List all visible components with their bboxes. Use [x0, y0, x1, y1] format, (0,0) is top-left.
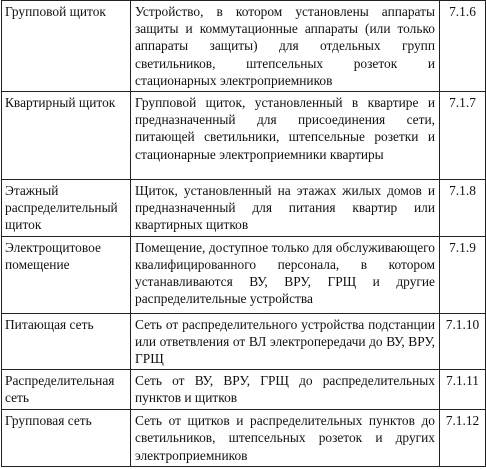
- table-row: [2, 370, 486, 410]
- definition-cell: [131, 180, 440, 237]
- definition-text: Групповой щиток, установленный в квартире и предназначенный для присоединения сети, питающей светильники, штепсельные розетки и стационарные электроприемники квартиры: [135, 95, 435, 162]
- definition-text: Сеть от щитков и распределительных пунктов до светильников, штепсельных розеток и других электроприемников: [135, 413, 435, 463]
- table-row: [2, 410, 486, 467]
- clause-number: 7.1.8: [440, 180, 486, 237]
- term-cell: Этажный распределительный щиток: [2, 180, 131, 237]
- definition-text: Помещение, доступное только для обслуживающего квалифицированного персонала, в котором устанавливаются ВУ, ВРУ, ГРЩ и другие распределительные устройства: [135, 239, 435, 307]
- table-row: [2, 92, 486, 180]
- definition-cell: [131, 410, 440, 467]
- clause-number: 7.1.12: [440, 410, 486, 467]
- term-cell: Квартирный щиток: [2, 92, 131, 180]
- definition-cell: [131, 1, 440, 92]
- clause-number: 7.1.7: [440, 92, 486, 180]
- table-row: [2, 313, 486, 370]
- table-row: [2, 1, 486, 92]
- term-cell: Групповая сеть: [2, 410, 131, 467]
- table-row: [2, 236, 486, 313]
- clause-number: 7.1.10: [440, 313, 486, 370]
- clause-number: 7.1.6: [440, 1, 486, 92]
- term-cell: Питающая сеть: [2, 313, 131, 370]
- term-cell: Групповой щиток: [2, 1, 131, 92]
- definition-text: Устройство, в котором установлены аппараты защиты и коммутационные аппараты (или только аппараты защиты) для отдельных групп светильников, штепсельных розеток и стационарных электроприемников: [135, 4, 435, 88]
- definition-cell: [131, 313, 440, 370]
- definitions-table: [1, 0, 486, 467]
- definition-text: Сеть от распределительного устройства подстанции или ответвления от ВЛ электропередачи до ВУ, ВРУ, ГРЩ: [135, 316, 435, 367]
- term-cell: Электрощитовое помещение: [2, 236, 131, 313]
- definition-cell: [131, 92, 440, 180]
- clause-number: 7.1.9: [440, 236, 486, 313]
- definition-text: Щиток, установленный на этажах жилых домов и предназначенный для питания квартир или квартирных щитков: [135, 183, 435, 233]
- definition-text: Сеть от ВУ, ВРУ, ГРЩ до распределительных пунктов и щитков: [135, 373, 435, 406]
- definition-cell: [131, 370, 440, 410]
- table-row: [2, 180, 486, 237]
- definitions-table-container: [1, 0, 485, 467]
- term-cell: Распределительная сеть: [2, 370, 131, 410]
- definition-cell: [131, 236, 440, 313]
- clause-number: 7.1.11: [440, 370, 486, 410]
